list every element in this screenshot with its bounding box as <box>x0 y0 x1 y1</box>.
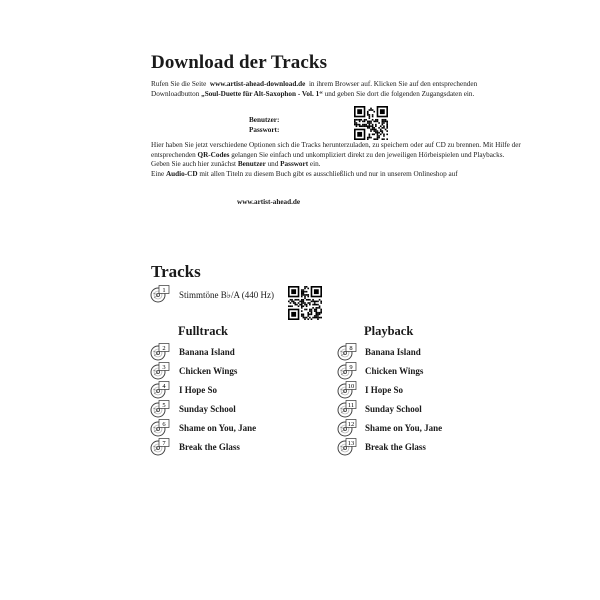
svg-text:9: 9 <box>349 364 353 371</box>
cd-track-icon <box>149 362 171 380</box>
download-url-link[interactable]: www.artist-ahead-download.de <box>209 80 306 88</box>
svg-text:6: 6 <box>162 421 166 428</box>
book-title: „Soul-Duette für Alt-Saxophon - Vol. 1“ <box>201 89 323 98</box>
track-title: I Hope So <box>179 385 218 395</box>
track-title: Sunday School <box>179 404 236 414</box>
track-title: Shame on You, Jane <box>365 423 443 433</box>
svg-text:8: 8 <box>349 345 353 352</box>
cd-track-icon <box>336 343 358 361</box>
cd-track-icon <box>149 400 171 418</box>
track-title: Shame on You, Jane <box>179 423 257 433</box>
svg-text:13: 13 <box>347 440 355 447</box>
svg-text:4: 4 <box>162 383 166 390</box>
cd-track-icon <box>149 343 171 361</box>
password-label: Passwort: <box>249 126 280 134</box>
svg-text:7: 7 <box>162 440 166 447</box>
page-title: Download der Tracks <box>151 52 328 73</box>
playback-heading: Playback <box>364 324 414 338</box>
cd-track-icon <box>336 400 358 418</box>
svg-text:2: 2 <box>162 345 166 352</box>
cd-track-icon[interactable] <box>149 285 171 303</box>
fulltrack-heading: Fulltrack <box>178 324 228 338</box>
track-title: Chicken Wings <box>179 366 238 376</box>
svg-text:10: 10 <box>347 383 355 390</box>
tuning-label: Stimmtöne B♭/A (440 Hz) <box>179 290 274 300</box>
shop-url-link[interactable]: www.artist-ahead.de <box>237 198 301 206</box>
track-title: I Hope So <box>365 385 404 395</box>
track-title: Banana Island <box>179 347 235 357</box>
svg-text:11: 11 <box>347 402 355 409</box>
cd-track-icon <box>336 419 358 437</box>
qr-code-tracks[interactable] <box>288 286 322 320</box>
cd-track-icon <box>336 438 358 456</box>
download-instructions: Hier haben Sie jetzt verschiedene Optionen sich die Tracks herunterzuladen, zu speichern oder auf CD zu brennen. Mit Hilfe der entsprechenden QR-Codes gelangen Sie einfach und unkompliziert direkt zu den jeweiligen Hörbeispielen und Playbacks. Geben Sie auch hier zunächst Benutzer und Passwort ein. Eine Audio-CD mit allen Titeln zu diesem Buch gibt es ausschließlich und nur in unserem Onlineshop auf <box>151 141 521 179</box>
track-number: 1 <box>162 287 166 294</box>
cd-track-icon <box>336 381 358 399</box>
svg-text:5: 5 <box>162 402 166 409</box>
svg-text:3: 3 <box>162 364 166 371</box>
track-title: Banana Island <box>365 347 421 357</box>
qr-code[interactable] <box>354 106 388 140</box>
download-intro: Rufen Sie die Seite www.artist-ahead-download.de in ihrem Browser auf. Klicken Sie auf den entsprechenden Downloadbutton „Soul-Duette für Alt-Saxophon - Vol. 1“ und geben Sie dort die folgenden Zugangsdaten ein. <box>151 80 478 98</box>
cd-track-icon <box>149 438 171 456</box>
track-title: Break the Glass <box>179 442 240 452</box>
cd-track-icon <box>336 362 358 380</box>
track-title: Chicken Wings <box>365 366 424 376</box>
track-title: Sunday School <box>365 404 422 414</box>
tracks-heading: Tracks <box>151 262 201 281</box>
cd-track-icon <box>149 419 171 437</box>
user-label: Benutzer: <box>249 116 280 124</box>
track-title: Break the Glass <box>365 442 426 452</box>
svg-text:12: 12 <box>347 421 355 428</box>
cd-track-icon <box>149 381 171 399</box>
